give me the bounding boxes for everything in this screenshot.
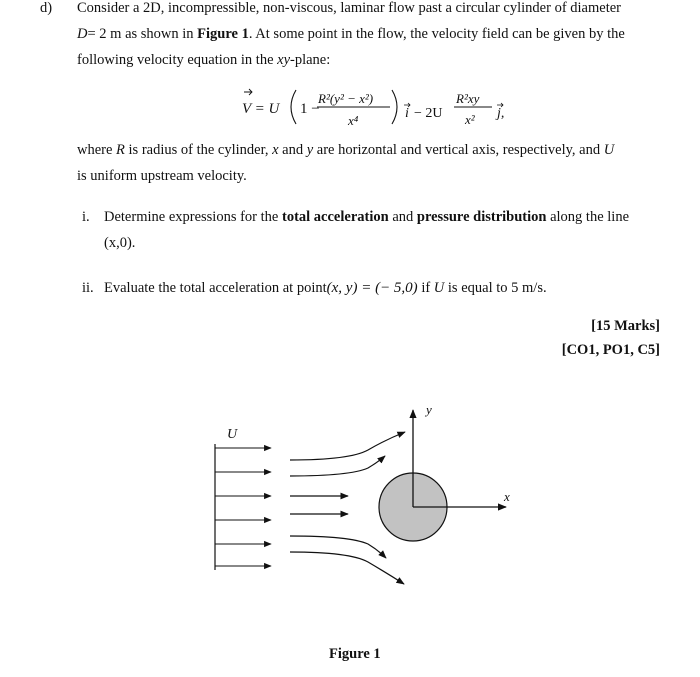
part-ii-number: ii. — [82, 280, 94, 296]
point-coordinates: (x, y) = (− 5,0) — [326, 280, 418, 296]
pressure-distribution-term: pressure distribution — [416, 209, 547, 225]
where-line-2: is uniform upstream velocity. — [77, 168, 247, 184]
equation-frac1-numerator: R²(y² − x²) — [318, 91, 374, 106]
upstream-velocity-label: U — [227, 427, 238, 442]
question-line-3: following velocity equation in the xy-plane: — [77, 52, 331, 68]
where-line-1: where R is radius of the cylinder, x and y are horizontal and vertical axis, respectively, and U — [77, 142, 615, 158]
equation-lhs: V = U — [242, 101, 280, 117]
question-label: d) — [40, 0, 53, 16]
equation-mid: − 2U — [414, 106, 443, 121]
x-axis-label: x — [504, 489, 510, 504]
y-axis-label: y — [426, 402, 432, 417]
equation-j-unit: j, — [497, 106, 505, 121]
marks-label: [15 Marks] — [591, 318, 660, 334]
equation-frac1-denominator: x⁴ — [348, 113, 359, 128]
question-line-1: Consider a 2D, incompressible, non-viscous, laminar flow past a circular cylinder of diameter — [77, 0, 621, 16]
total-acceleration-term: total acceleration — [281, 209, 389, 225]
velocity-profile — [215, 444, 271, 570]
streamline — [290, 552, 404, 584]
figure-reference: Figure 1 — [197, 26, 249, 42]
part-i-line-2: (x,0). — [104, 235, 136, 251]
question-line-2: D= 2 m as shown in Figure 1. At some point in the flow, the velocity field can be given by the — [77, 26, 625, 42]
diameter-symbol: D — [77, 26, 88, 42]
part-ii-line: Evaluate the total acceleration at point(x, y) = (− 5,0) if U is equal to 5 m/s. — [104, 280, 547, 296]
velocity-equation — [230, 80, 530, 132]
streamline — [290, 456, 385, 476]
streamline — [290, 432, 405, 460]
co-label: [CO1, PO1, C5] — [561, 342, 660, 358]
flow-diagram — [200, 400, 530, 610]
equation-frac2-numerator: R²xy — [456, 91, 480, 106]
equation-one-minus: 1 − — [300, 101, 320, 117]
part-i-number: i. — [82, 209, 90, 225]
part-i-line-1: Determine expressions for the total acceleration and pressure distribution along the line — [104, 209, 630, 225]
equation-i-unit: i — [405, 106, 409, 121]
figure-caption: Figure 1 — [329, 646, 381, 662]
equation-frac2-denominator: x² — [465, 112, 475, 127]
